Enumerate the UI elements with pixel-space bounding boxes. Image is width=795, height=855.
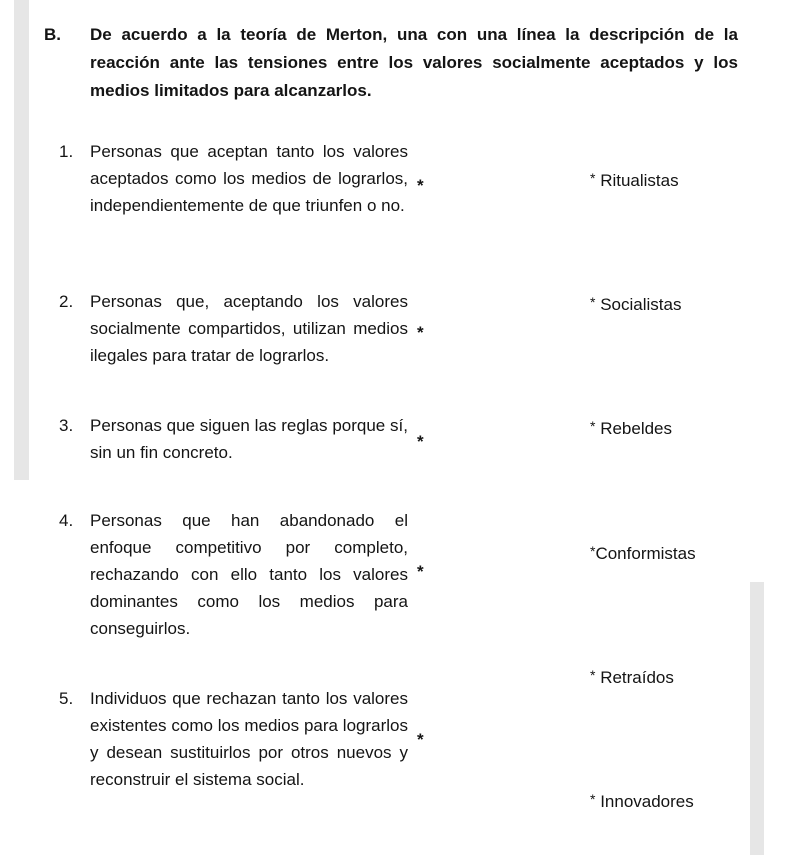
item-number: 2. (59, 292, 74, 311)
match-point-left-2[interactable]: * (417, 323, 424, 342)
item-description: Personas que, aceptando los valores socialmente compartidos, utilizan medios ilegales para tratar de lograrlos. (90, 292, 408, 365)
match-point-right-3: * (590, 418, 596, 434)
section-instruction: De acuerdo a la teoría de Merton, una con una línea la descripción de la reacción ante las tensiones entre los valores socialmente aceptados y los medios limitados para alcanzarlos. (90, 25, 738, 100)
item-number: 5. (59, 689, 74, 708)
option-rebeldes[interactable] (590, 413, 672, 442)
option-label: Ritualistas (600, 171, 679, 190)
item-description: Individuos que rechazan tanto los valores existentes como los medios para lograrlos y desean sustituirlos por otros nuevos y reconstruir el sistema social. (90, 689, 408, 789)
right-margin-bar (750, 582, 764, 855)
option-socialistas[interactable] (590, 289, 681, 318)
item-description: Personas que han abandonado el enfoque competitivo por completo, rechazando con ello tanto los valores dominantes como los medios para conseguirlos. (90, 511, 408, 638)
match-point-right-6: * (590, 791, 596, 807)
item-number: 3. (59, 416, 74, 435)
match-point-right-4: * (590, 543, 596, 559)
option-innovadores[interactable] (590, 786, 694, 815)
match-point-right-1: * (590, 170, 596, 186)
item-number: 4. (59, 511, 74, 530)
option-conformistas[interactable] (590, 538, 696, 567)
match-point-right-2: * (590, 294, 596, 310)
option-label: Innovadores (600, 792, 694, 811)
option-label: Socialistas (600, 295, 682, 314)
left-margin-bar (14, 0, 29, 480)
option-ritualistas[interactable] (590, 165, 679, 194)
option-label: Rebeldes (600, 419, 673, 438)
match-point-left-5[interactable]: * (417, 730, 424, 749)
match-point-left-3[interactable]: * (417, 432, 424, 451)
match-point-left-4[interactable]: * (417, 562, 424, 581)
match-point-right-5: * (590, 667, 596, 683)
item-description: Personas que siguen las reglas porque sí, sin un fin concreto. (90, 416, 408, 462)
match-point-left-1[interactable]: * (417, 176, 424, 195)
option-label: Retraídos (600, 668, 674, 687)
item-number: 1. (59, 142, 74, 161)
item-description: Personas que aceptan tanto los valores aceptados como los medios de lograrlos, independientemente de que triunfen o no. (90, 142, 408, 215)
option-label: Conformistas (595, 544, 696, 563)
section-letter: B. (44, 25, 61, 44)
option-retraidos[interactable] (590, 662, 674, 691)
